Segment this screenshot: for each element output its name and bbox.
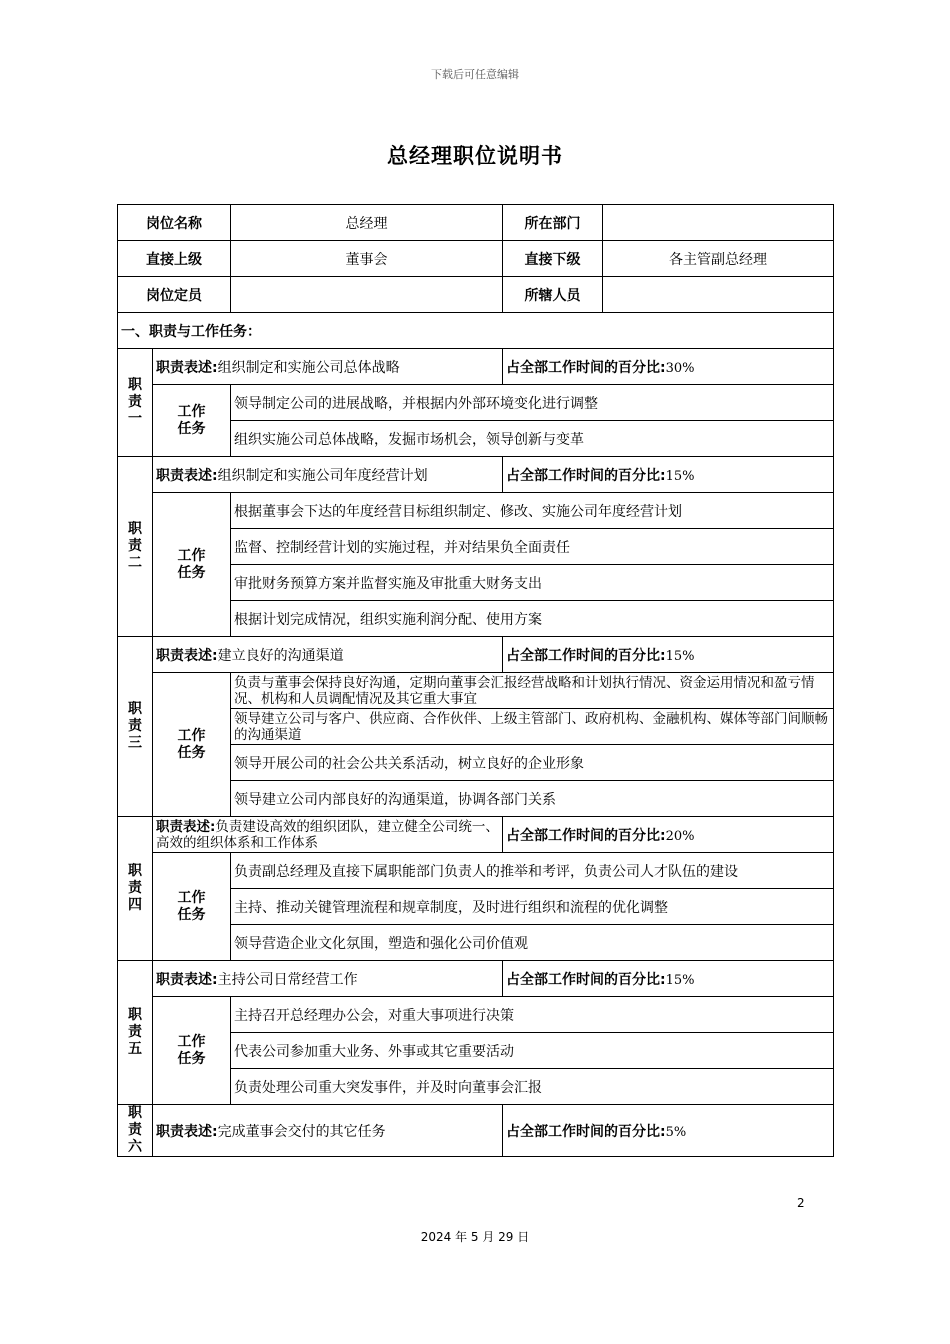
duty-description xyxy=(153,1105,503,1157)
task-item: 根据董事会下达的年度经营目标组织制定、修改、实施公司年度经营计划 xyxy=(231,493,834,529)
pct-label: 占全部工作时间的百分比: xyxy=(506,1123,666,1140)
task-item: 审批财务预算方案并监督实施及审批重大财务支出 xyxy=(231,565,834,601)
task-label: 工作 任务 xyxy=(153,385,231,457)
task-label: 工作 任务 xyxy=(153,853,231,961)
desc-text: 主持公司日常经营工作 xyxy=(217,971,358,988)
headcount-label: 岗位定员 xyxy=(118,277,231,313)
pct-value: 15% xyxy=(665,468,695,484)
pct-value: 15% xyxy=(665,972,695,988)
task-item: 根据计划完成情况，组织实施利润分配、使用方案 xyxy=(231,601,834,637)
duty-label: 职 责 四 xyxy=(118,817,153,961)
headcount-value xyxy=(231,277,503,313)
duty-percent xyxy=(503,961,834,997)
pct-label: 占全部工作时间的百分比: xyxy=(506,467,666,484)
pct-value: 20% xyxy=(665,828,695,844)
task-item: 负责处理公司重大突发事件，并及时向董事会汇报 xyxy=(231,1069,834,1105)
staff-label: 所辖人员 xyxy=(503,277,603,313)
duty-description xyxy=(153,457,503,493)
section-title: 一、职责与工作任务： xyxy=(118,313,834,349)
page-number: 2 xyxy=(797,1196,805,1210)
task-label: 工作 任务 xyxy=(153,997,231,1105)
duty-label: 职 责 六 xyxy=(118,1105,153,1157)
task-label: 工作 任务 xyxy=(153,673,231,817)
task-item: 负责副总经理及直接下属职能部门负责人的推举和考评，负责公司人才队伍的建设 xyxy=(231,853,834,889)
task-item: 领导建立公司与客户、供应商、合作伙伴、上级主管部门、政府机构、金融机构、媒体等部门间顺畅的沟通渠道 xyxy=(231,709,834,745)
dept-value xyxy=(603,205,834,241)
desc-label: 职责表述: xyxy=(156,971,218,988)
pct-value: 30% xyxy=(665,360,695,376)
task-label: 工作 任务 xyxy=(153,493,231,637)
superior-label: 直接上级 xyxy=(118,241,231,277)
task-item: 领导开展公司的社会公共关系活动，树立良好的企业形象 xyxy=(231,745,834,781)
duty-description xyxy=(153,637,503,673)
pct-label: 占全部工作时间的百分比: xyxy=(506,971,666,988)
page-title: 总经理职位说明书 xyxy=(387,144,563,168)
subordinate-label: 直接下级 xyxy=(503,241,603,277)
duty-label: 职 责 二 xyxy=(118,457,153,637)
duty-description xyxy=(153,817,503,853)
duty-description xyxy=(153,349,503,385)
duty-percent xyxy=(503,1105,834,1157)
footer-date: 2024 年 5 月 29 日 xyxy=(420,1230,530,1244)
duty-description xyxy=(153,961,503,997)
subordinate-value: 各主管副总经理 xyxy=(603,241,834,277)
pct-value: 15% xyxy=(665,648,695,664)
duty-percent xyxy=(503,349,834,385)
duty-label: 职 责 三 xyxy=(118,637,153,817)
task-item: 监督、控制经营计划的实施过程，并对结果负全面责任 xyxy=(231,529,834,565)
desc-text: 组织制定和实施公司年度经营计划 xyxy=(217,467,428,484)
dept-label: 所在部门 xyxy=(503,205,603,241)
duty-label: 职 责 一 xyxy=(118,349,153,457)
position-label: 岗位名称 xyxy=(118,205,231,241)
desc-label: 职责表述: xyxy=(156,818,216,835)
pct-label: 占全部工作时间的百分比: xyxy=(506,647,666,664)
header-note: 下载后可任意编辑 xyxy=(431,68,519,81)
desc-label: 职责表述: xyxy=(156,1123,218,1140)
desc-label: 职责表述: xyxy=(156,359,218,376)
pct-label: 占全部工作时间的百分比: xyxy=(506,359,666,376)
desc-text: 负责建设高效的组织团队，建立健全公司统一、高效的组织体系和工作体系 xyxy=(156,818,499,851)
desc-text: 完成董事会交付的其它任务 xyxy=(217,1123,386,1140)
task-item: 领导建立公司内部良好的沟通渠道，协调各部门关系 xyxy=(231,781,834,817)
pct-label: 占全部工作时间的百分比: xyxy=(506,827,666,844)
position-value: 总经理 xyxy=(231,205,503,241)
duty-label: 职 责 五 xyxy=(118,961,153,1105)
desc-label: 职责表述: xyxy=(156,647,218,664)
task-item: 主持、推动关键管理流程和规章制度，及时进行组织和流程的优化调整 xyxy=(231,889,834,925)
info-row-position xyxy=(118,205,834,241)
superior-value: 董事会 xyxy=(231,241,503,277)
desc-text: 建立良好的沟通渠道 xyxy=(217,647,344,664)
pct-value: 5% xyxy=(665,1124,687,1140)
info-row-headcount xyxy=(118,277,834,313)
info-row-superior xyxy=(118,241,834,277)
duty-percent xyxy=(503,457,834,493)
task-item: 负责与董事会保持良好沟通，定期向董事会汇报经营战略和计划执行情况、资金运用情况和盈亏情况、机构和人员调配情况及其它重大事宜 xyxy=(231,673,834,709)
section-row xyxy=(118,313,834,349)
task-item: 组织实施公司总体战略，发掘市场机会，领导创新与变革 xyxy=(231,421,834,457)
task-item: 领导营造企业文化氛围，塑造和强化公司价值观 xyxy=(231,925,834,961)
duty-percent xyxy=(503,637,834,673)
duty-percent xyxy=(503,817,834,853)
staff-value xyxy=(603,277,834,313)
job-description-table xyxy=(117,204,834,1157)
task-item: 领导制定公司的进展战略，并根据内外部环境变化进行调整 xyxy=(231,385,834,421)
desc-text: 组织制定和实施公司总体战略 xyxy=(217,359,400,376)
desc-label: 职责表述: xyxy=(156,467,218,484)
task-item: 代表公司参加重大业务、外事或其它重要活动 xyxy=(231,1033,834,1069)
task-item: 主持召开总经理办公会，对重大事项进行决策 xyxy=(231,997,834,1033)
